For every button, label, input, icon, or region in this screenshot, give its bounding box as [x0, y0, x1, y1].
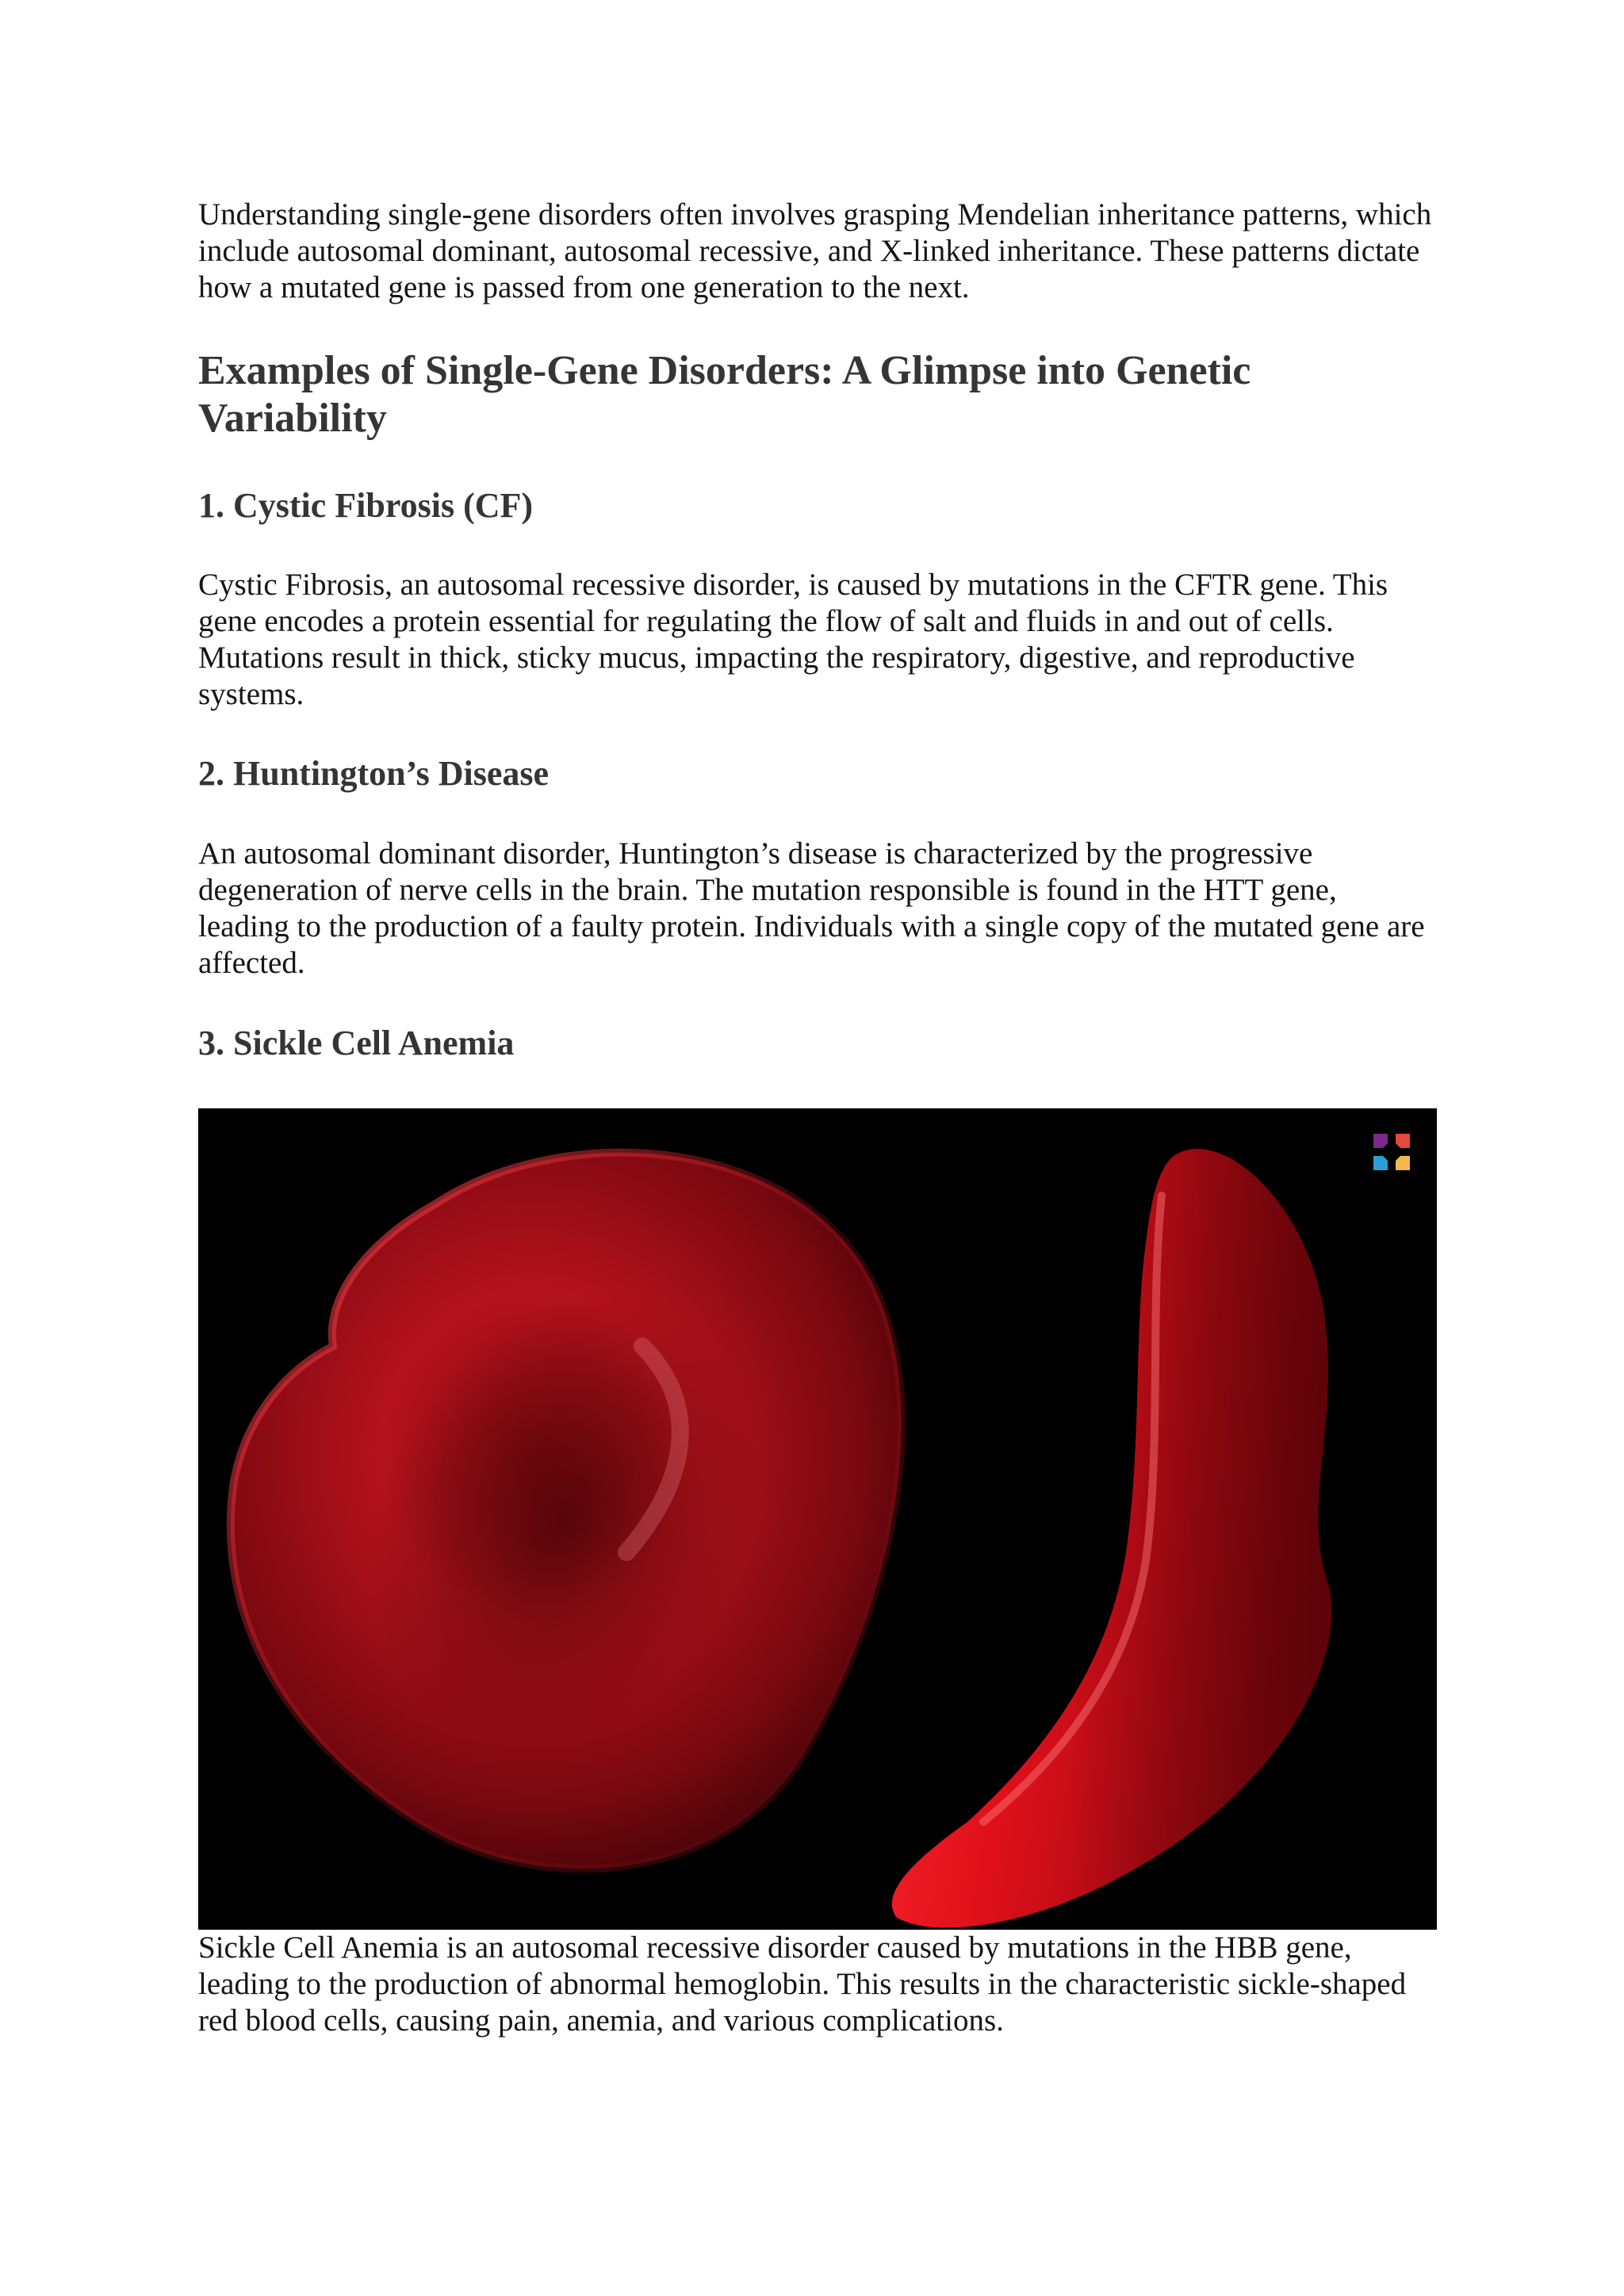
blood-cells-illustration [198, 1108, 1437, 1930]
sickle-cell-figure [198, 1108, 1437, 1930]
logo-icon [1369, 1129, 1415, 1175]
paragraph-huntingtons-disease: An autosomal dominant disorder, Huntington’s disease is characterized by the progressive degeneration of nerve cells in the brain. The mutation responsible is found in the HTT gene, leading to the production of a faulty protein. Individuals with a single copy of the mutated gene are affected. [198, 836, 1425, 980]
paragraph-cystic-fibrosis: Cystic Fibrosis, an autosomal recessive disorder, is caused by mutations in the CFTR gene. This gene encodes a protein essential for regulating the flow of salt and fluids in and out of cells. Mutations result in thick, sticky mucus, impacting the respiratory, digestive, and reproductive systems. [198, 568, 1388, 711]
heading-huntingtons-disease: 2. Huntington’s Disease [198, 754, 550, 793]
intro-paragraph: Understanding single-gene disorders often involves grasping Mendelian inheritance patterns, which include autosomal dominant, autosomal recessive, and X-linked inheritance. These patterns dictate how a mutated gene is passed from one generation to the next. [198, 197, 1432, 304]
heading-sickle-cell-anemia: 3. Sickle Cell Anemia [198, 1024, 515, 1062]
section-title: Examples of Single-Gene Disorders: A Glimpse into Genetic Variability [198, 348, 1251, 441]
sickle-red-blood-cell [892, 1149, 1331, 1927]
heading-cystic-fibrosis: 1. Cystic Fibrosis (CF) [198, 486, 534, 525]
paragraph-sickle-cell-anemia: Sickle Cell Anemia is an autosomal recessive disorder caused by mutations in the HBB gene, leading to the production of abnormal hemoglobin. This results in the characteristic sickle-shaped red blood cells, causing pain, anemia, and various complications. [198, 1931, 1407, 2038]
normal-red-blood-cell [231, 1153, 902, 1869]
